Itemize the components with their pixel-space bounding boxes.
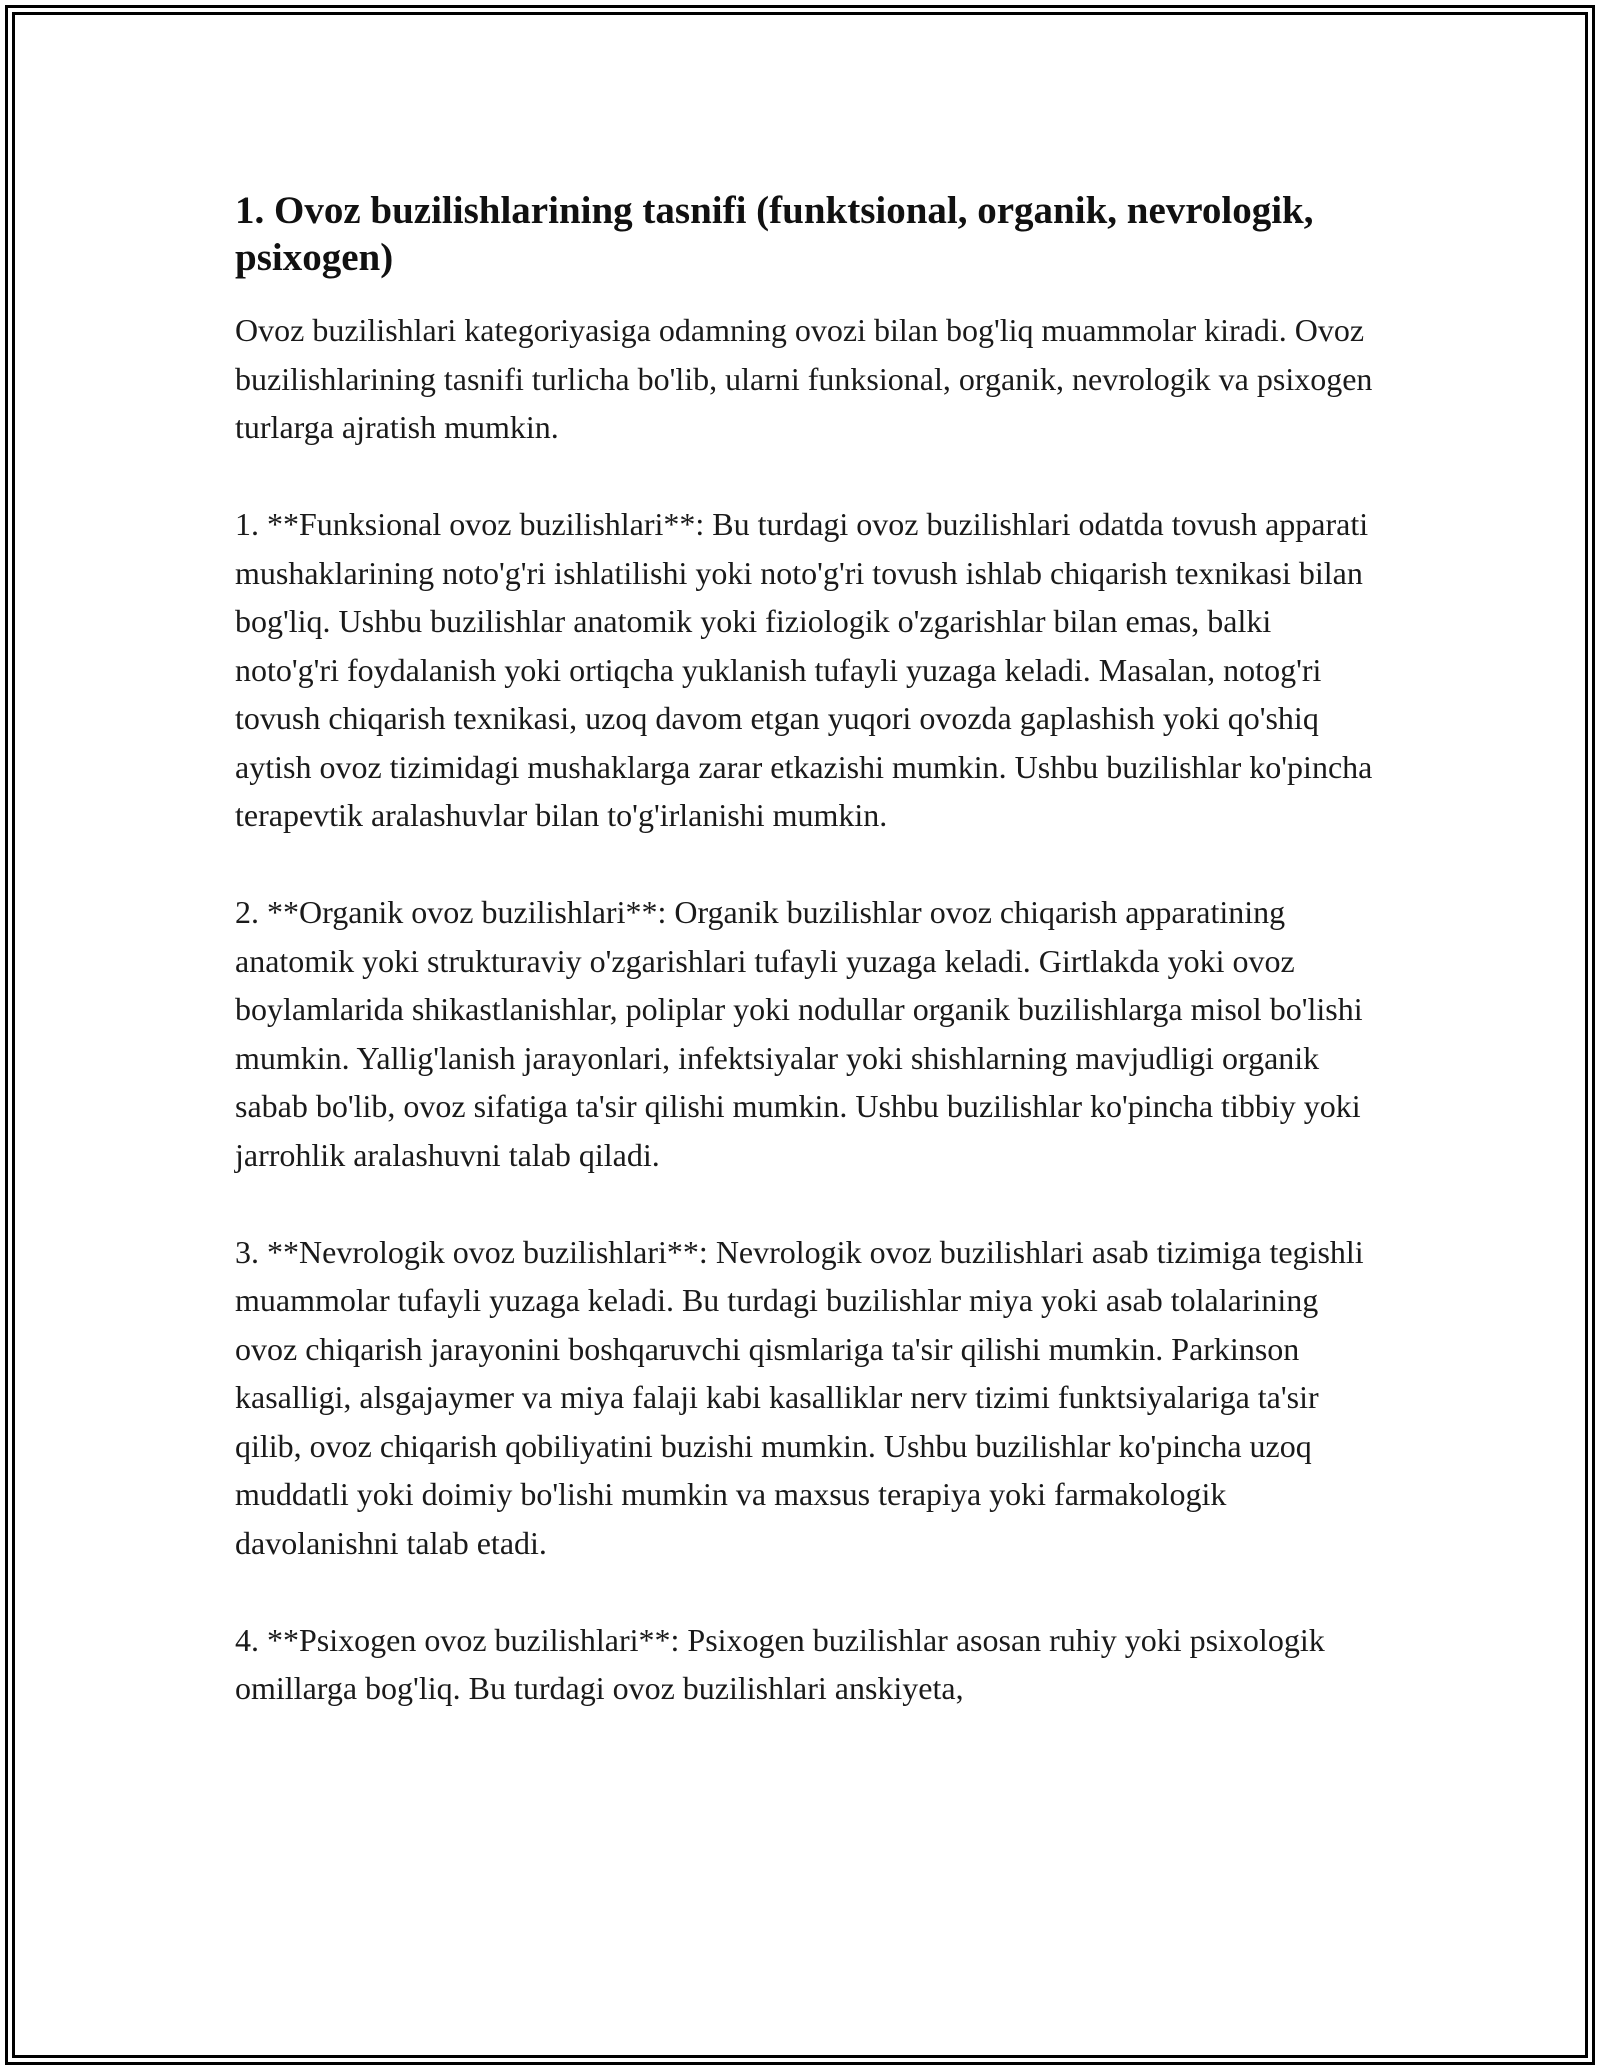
paragraph-psychogenic: 4. **Psixogen ovoz buzilishlari**: Psixogen buzilishlar asosan ruhiy yoki psixologik omillarga bog'liq. Bu turdagi ovoz buzilishlari anskiyeta,: [235, 1621, 1325, 1706]
document-body: [235, 187, 1375, 1761]
paragraph-functional: 1. **Funksional ovoz buzilishlari**: Bu turdagi ovoz buzilishlari odatda tovush apparati mushaklarining noto'g'ri ishlatilishi yoki noto'g'ri tovush ishlab chiqarish texnikasi bilan bog'liq. Ushbu buzilishlar anatomik yoki fiziologik o'zgarishlar bilan emas, balki noto'g'ri foydalanish yoki ortiqcha yuklanish tufayli yuzaga keladi. Masalan, notog'ri tovush chiqarish texnikasi, uzoq davom etgan yuqori ovozda gaplashish yoki qo'shiq aytish ovoz tizimidagi mushaklarga zarar etkazishi mumkin. Ushbu buzilishlar ko'pincha terapevtik aralashuvlar bilan to'g'irlanishi mumkin.: [235, 506, 1373, 833]
intro-paragraph: Ovoz buzilishlari kategoriyasiga odamning ovozi bilan bog'liq muammolar kiradi. Ovoz buzilishlarining tasnifi turlicha bo'lib, ularni funksional, organik, nevrologik va psixogen turlarga ajratish mumkin.: [235, 312, 1373, 445]
paragraph-neurological: 3. **Nevrologik ovoz buzilishlari**: Nevrologik ovoz buzilishlari asab tizimiga tegishli muammolar tufayli yuzaga keladi. Bu turdagi buzilishlar miya yoki asab tolalarining ovoz chiqarish jarayonini boshqaruvchi qismlariga ta'sir qilishi mumkin. Parkinson kasalligi, alsgajaymer va miya falaji kabi kasalliklar nerv tizimi funktsiyalariga ta'sir qilib, ovoz chiqarish qobiliyatini buzishi mumkin. Ushbu buzilishlar ko'pincha uzoq muddatli yoki doimiy bo'lishi mumkin va maxsus terapiya yoki farmakologik davolanishni talab etadi.: [235, 1233, 1364, 1561]
document-title: 1. Ovoz buzilishlarining tasnifi (funktsional, organik, nevrologik, psixogen): [235, 189, 1314, 279]
paragraph-organic: 2. **Organik ovoz buzilishlari**: Organik buzilishlar ovoz chiqarish apparatining anatomik yoki strukturaviy o'zgarishlari tufayli yuzaga keladi. Girtlakda yoki ovoz boylamlarida shikastlanishlar, poliplar yoki nodullar organik buzilishlarga misol bo'lishi mumkin. Yallig'lanish jarayonlari, infektsiyalar yoki shishlarning mavjudligi organik sabab bo'lib, ovoz sifatiga ta'sir qilishi mumkin. Ushbu buzilishlar ko'pincha tibbiy yoki jarrohlik aralashuvni talab qiladi.: [235, 894, 1363, 1173]
